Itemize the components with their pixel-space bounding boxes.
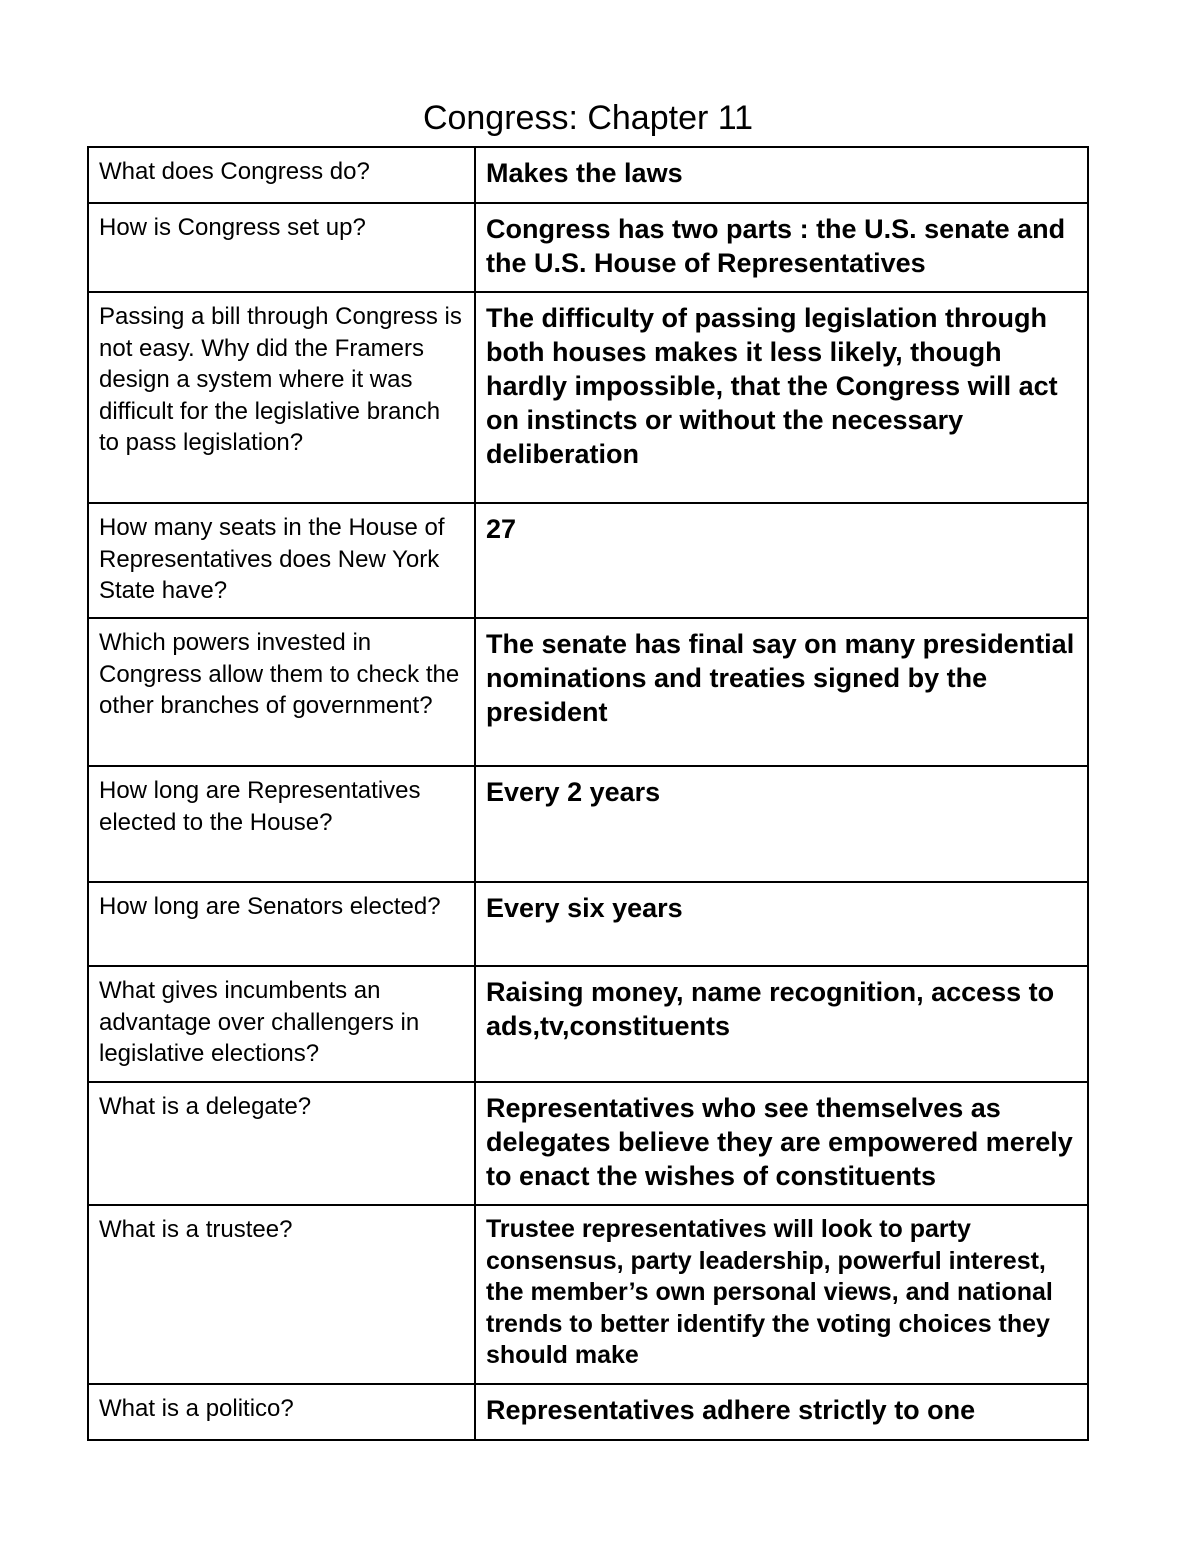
page-title: Congress: Chapter 11: [422, 99, 754, 137]
table-row: [88, 1205, 1088, 1384]
question-cell: How long are Senators elected?: [88, 882, 475, 966]
question-cell: How many seats in the House of Representatives does New York State have?: [88, 503, 475, 618]
answer-cell: The senate has final say on many presidential nominations and treaties signed by the president: [475, 618, 1088, 766]
answer-cell: Every six years: [475, 882, 1088, 966]
table-row: [88, 1082, 1088, 1205]
question-cell: How is Congress set up?: [88, 203, 475, 292]
answer-cell: 27: [475, 503, 1088, 618]
answer-cell: Trustee representatives will look to party consensus, party leadership, powerful interest, the member’s own personal views, and national trends to better identify the voting choices they should make: [475, 1205, 1088, 1384]
table-row: [88, 618, 1088, 766]
question-cell: Passing a bill through Congress is not easy. Why did the Framers design a system where it was difficult for the legislative branch to pass legislation?: [88, 292, 475, 503]
table-row: [88, 147, 1088, 203]
table-row: [88, 882, 1088, 966]
question-cell: How long are Representatives elected to the House?: [88, 766, 475, 882]
answer-cell: Congress has two parts : the U.S. senate and the U.S. House of Representatives: [475, 203, 1088, 292]
table-row: [88, 766, 1088, 882]
answer-cell: Representatives adhere strictly to one: [475, 1384, 1088, 1440]
answer-cell: The difficulty of passing legislation through both houses makes it less likely, though hardly impossible, that the Congress will act on instincts or without the necessary deliberation: [475, 292, 1088, 503]
answer-cell: Every 2 years: [475, 766, 1088, 882]
table-row: [88, 1384, 1088, 1440]
question-cell: What is a politico?: [88, 1384, 475, 1440]
table-row: [88, 503, 1088, 618]
qa-table: [87, 146, 1089, 1441]
answer-cell: Raising money, name recognition, access to ads,tv,constituents: [475, 966, 1088, 1082]
question-cell: Which powers invested in Congress allow them to check the other branches of government?: [88, 618, 475, 766]
table-row: [88, 203, 1088, 292]
answer-cell: Representatives who see themselves as delegates believe they are empowered merely to enact the wishes of constituents: [475, 1082, 1088, 1205]
table-row: [88, 966, 1088, 1082]
table-row: [88, 292, 1088, 503]
answer-cell: Makes the laws: [475, 147, 1088, 203]
question-cell: What is a delegate?: [88, 1082, 475, 1205]
question-cell: What is a trustee?: [88, 1205, 475, 1384]
question-cell: What does Congress do?: [88, 147, 475, 203]
question-cell: What gives incumbents an advantage over challengers in legislative elections?: [88, 966, 475, 1082]
